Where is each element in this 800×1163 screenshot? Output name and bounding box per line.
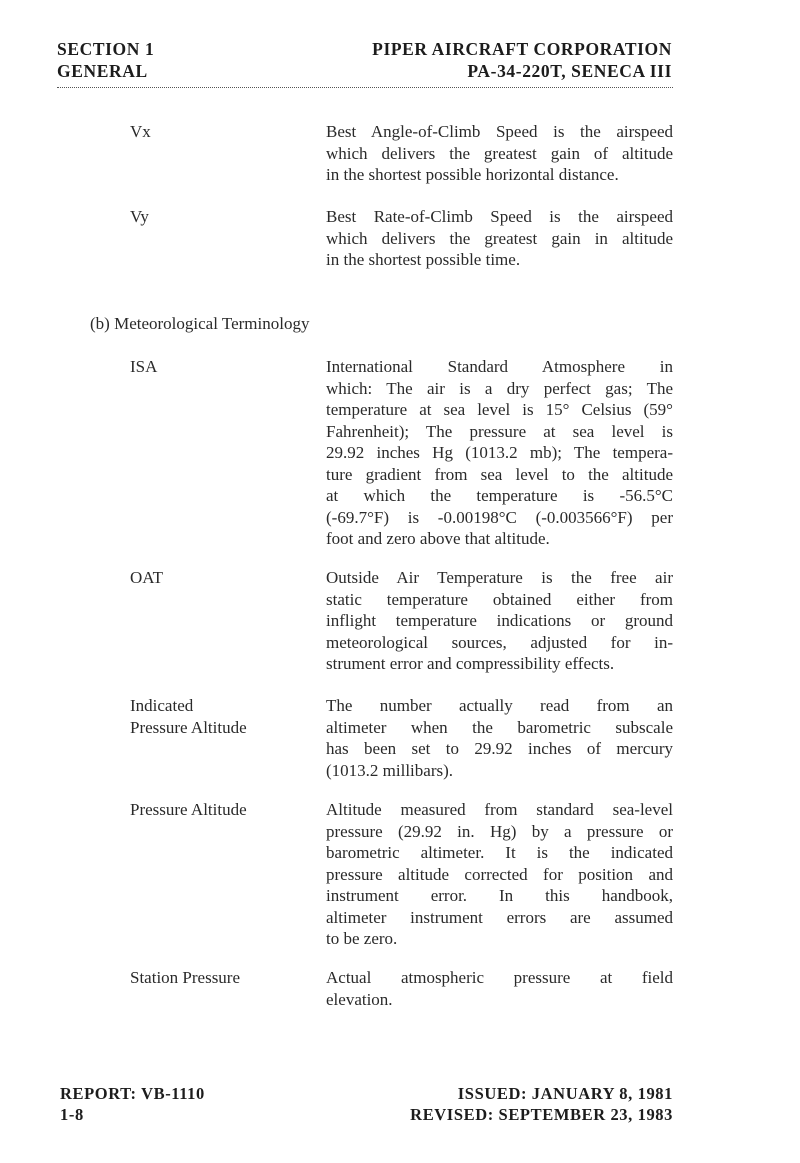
page-header-right bbox=[372, 38, 672, 82]
company-name: PIPER AIRCRAFT CORPORATION bbox=[372, 39, 672, 59]
term-station-pressure: Station Pressure bbox=[130, 968, 241, 987]
page-footer-right bbox=[410, 1083, 673, 1125]
issued-date: ISSUED: JANUARY 8, 1981 bbox=[457, 1084, 673, 1103]
definition-pressure-altitude: Altitude measured from standard sea-level pressure (29.92 in. Hg) by a pressure or barometric altimeter. It is the indicated pressure altitude corrected for position and instrument error. In this handbook, altimeter instrument errors are assumed to be zero. bbox=[326, 800, 673, 948]
definition-indicated-pressure-altitude: The number actually read from an altimeter when the barometric subscale has been set to 29.92 inches of mercury (1013.2 millibars). bbox=[326, 696, 673, 780]
revised-date: REVISED: SEPTEMBER 23, 1983 bbox=[410, 1105, 673, 1124]
term-vy: Vy bbox=[130, 207, 149, 226]
definition-vy: Best Rate-of-Climb Speed is the airspeed which delivers the greatest gain in altitude in the shortest possible time. bbox=[326, 207, 673, 269]
term-isa: ISA bbox=[130, 357, 158, 376]
aircraft-model: PA-34-220T, SENECA III bbox=[467, 61, 672, 81]
definition-station-pressure: Actual atmospheric pressure at field elevation. bbox=[326, 968, 673, 1009]
term-oat: OAT bbox=[130, 568, 164, 587]
term-pressure-altitude: Pressure Altitude bbox=[130, 800, 247, 819]
definition-isa: International Standard Atmosphere in which: The air is a dry perfect gas; The temperature at sea level is 15° Celsius (59° Fahrenheit); The pressure at sea level is 29.92 inches Hg (1013.2 mb); The tempera- ture gradient from sea level to the altitude at which the temperature is -56.5°C (-69.7°F) is -0.00198°C (-0.003566°F) per foot and zero above that altitude. bbox=[326, 357, 673, 548]
header-divider bbox=[57, 87, 673, 88]
page-header-left bbox=[57, 38, 154, 82]
section-number: SECTION 1 bbox=[57, 39, 155, 59]
subsection-heading: (b) Meteorological Terminology bbox=[90, 314, 310, 333]
report-number: REPORT: VB-1110 bbox=[60, 1084, 205, 1103]
definition-oat: Outside Air Temperature is the free air static temperature obtained either from inflight temperature indications or ground meteorological sources, adjusted for in- strument error and compressibility effects. bbox=[326, 568, 673, 673]
term-vx: Vx bbox=[130, 122, 151, 141]
page-number: 1-8 bbox=[60, 1105, 84, 1124]
term-indicated-pressure-altitude: Indicated Pressure Altitude bbox=[130, 696, 247, 737]
section-title: GENERAL bbox=[57, 61, 148, 81]
page-footer-left bbox=[60, 1083, 205, 1125]
definition-vx: Best Angle-of-Climb Speed is the airspeed which delivers the greatest gain of altitude in the shortest possible horizontal distance. bbox=[326, 122, 673, 184]
